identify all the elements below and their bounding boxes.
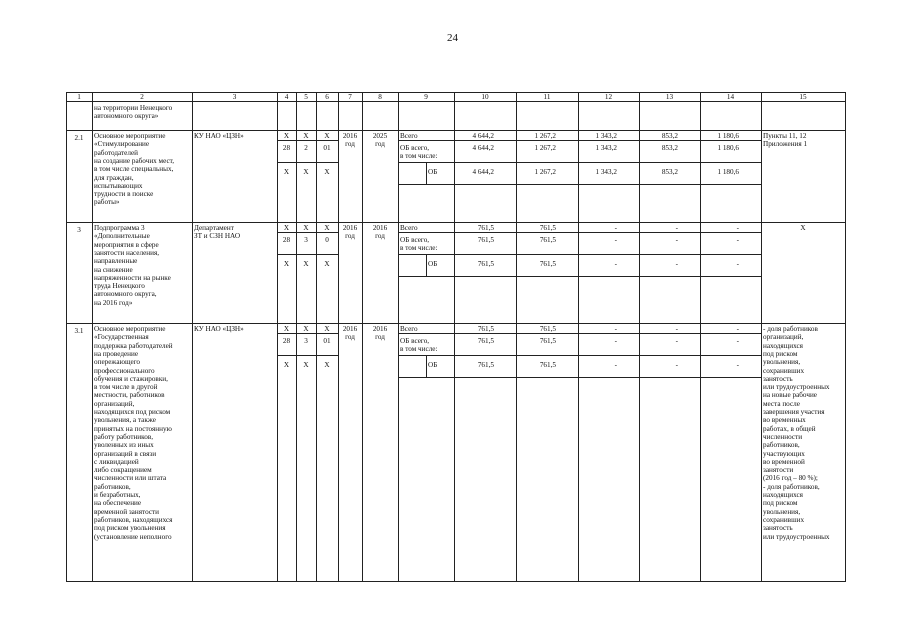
sub-rule (398, 184, 761, 185)
program-name: временной занятости (94, 507, 160, 516)
program-name: работников, находящихся (94, 515, 173, 524)
year-end: 2016 (372, 224, 388, 232)
code-cell: 3 (304, 236, 308, 244)
row-rule (66, 130, 845, 131)
fin-label: ОБ всего, (400, 144, 430, 152)
program-name: мероприятия в сфере (94, 240, 159, 249)
indicator-text: работников, (763, 441, 800, 450)
year-end: 2025 (372, 132, 388, 140)
program-name: профессионального (94, 366, 155, 375)
program-name: уволенных из иных (94, 441, 154, 450)
program-name: испытывающих (94, 181, 143, 190)
program-name: либо сокращением (94, 466, 152, 475)
row-number: 3 (77, 226, 81, 234)
column-rule (192, 92, 193, 582)
code-cell: 2 (304, 144, 308, 152)
executor: КУ НАО «ЦЗН» (194, 132, 244, 140)
column-number: 4 (284, 93, 289, 101)
sub-rule (426, 254, 427, 276)
sub-rule (277, 355, 338, 356)
year-start: 2016 (342, 132, 358, 140)
code-cell: Х (283, 224, 290, 232)
fin-label: Всего (400, 325, 418, 333)
indicator-text: во временных (763, 416, 806, 425)
indicator-text: под риском (763, 499, 798, 508)
value-cell: - (736, 260, 739, 268)
value-cell: 1 343,2 (595, 168, 617, 176)
indicator-text: - доля работников, (763, 482, 820, 491)
year-start: 2016 (342, 224, 358, 232)
value-cell: 1 343,2 (595, 144, 617, 152)
fin-label: ОБ (428, 168, 438, 176)
indicator-text: занятость (763, 524, 793, 533)
program-name: на обеспечение (94, 499, 142, 508)
program-name: «Стимулирование (94, 140, 150, 149)
year-start: год (345, 140, 355, 149)
code-cell: 0 (325, 236, 329, 244)
value-cell: 761,5 (539, 325, 556, 333)
indicator-text: на новые рабочие (763, 391, 817, 400)
value-cell: 761,5 (477, 236, 494, 244)
value-cell: - (736, 337, 739, 345)
code-cell: Х (324, 325, 330, 333)
indicator-text: занятости (763, 466, 794, 475)
program-name: обучения и стажировки, (94, 374, 168, 383)
value-cell: - (675, 361, 678, 369)
value-cell: 4 644,2 (472, 144, 494, 152)
value-cell: 761,5 (539, 224, 556, 232)
value-cell: 4 644,2 (472, 168, 494, 176)
indicator-text: завершения участия (763, 408, 825, 416)
value-cell: - (614, 260, 617, 268)
indicator-text: сохранивших (763, 366, 805, 375)
column-rule (66, 92, 67, 582)
column-rule (398, 92, 399, 582)
fin-label: ОБ всего, (400, 337, 430, 345)
fin-label: Всего (400, 132, 418, 140)
column-number: 15 (799, 93, 807, 101)
code-cell: 28 (282, 236, 291, 244)
code-cell: Х (303, 224, 309, 232)
year-end: 2016 (372, 325, 388, 333)
indicator-text: места после (763, 399, 800, 408)
column-number: 2 (140, 93, 144, 101)
executor: ЗТ и СЗН НАО (194, 232, 241, 241)
sub-rule (398, 162, 761, 163)
program-name: организаций в связи (94, 449, 157, 458)
column-number: 3 (232, 93, 237, 101)
value-cell: 853,2 (661, 132, 678, 140)
program-name: с ликвидацией (94, 457, 139, 466)
value-cell: - (614, 325, 617, 333)
column-number: 8 (378, 93, 382, 101)
program-name: для граждан, (94, 173, 134, 182)
program-name: в том числе в другой (94, 383, 158, 392)
program-name: на снижение (94, 265, 133, 274)
value-cell: 761,5 (539, 337, 556, 345)
value-cell: - (614, 224, 617, 232)
program-name: организаций, (94, 399, 135, 408)
year-end: год (375, 232, 385, 241)
program-name: работу работников, (94, 432, 154, 441)
program-name: (установление неполного (94, 532, 172, 541)
fin-label: в том числе: (400, 152, 438, 160)
indicator-text: находящихся (763, 491, 803, 499)
program-name: автономного округа» (94, 112, 159, 121)
program-name: принятых на постоянную (94, 424, 172, 433)
code-cell: Х (303, 168, 309, 176)
fin-label: в том числе: (400, 345, 438, 353)
indicator-text: - доля работников (763, 325, 818, 333)
fin-label: в том числе: (400, 244, 438, 252)
value-cell: 1 267,2 (534, 168, 556, 176)
code-cell: 3 (304, 337, 308, 345)
column-number: 6 (325, 93, 329, 101)
program-name: напряженности на рынке (94, 273, 171, 282)
bottom-rule (66, 581, 845, 582)
indicator-text: организаций, (763, 333, 804, 342)
program-name: «Государственная (94, 333, 149, 342)
value-cell: 761,5 (477, 260, 494, 268)
indicator-text: Пункты 11, 12 (763, 132, 807, 140)
year-start: год (345, 232, 355, 241)
column-number: 1 (77, 93, 81, 101)
value-cell: - (614, 361, 617, 369)
column-number: 12 (604, 93, 613, 101)
value-cell: - (675, 337, 678, 345)
value-cell: 761,5 (477, 224, 494, 232)
column-number: 14 (726, 93, 735, 101)
column-rule (92, 92, 93, 582)
program-name: «Дополнительные (94, 232, 150, 241)
value-cell: - (736, 325, 739, 333)
program-name: трудности в поиске (94, 190, 154, 199)
program-name: опережающего (94, 358, 141, 367)
indicator-text: или трудоустроенных (763, 383, 830, 392)
column-number: 5 (304, 93, 308, 101)
code-cell: Х (283, 325, 290, 333)
value-cell: 761,5 (477, 325, 494, 333)
value-cell: 1 180,6 (717, 132, 739, 140)
program-name: на 2016 год» (94, 298, 133, 307)
value-cell: - (736, 224, 739, 232)
sub-rule (398, 355, 761, 356)
value-cell: - (736, 236, 739, 244)
program-name: Основное мероприятие (94, 325, 166, 333)
value-cell: - (614, 337, 617, 345)
program-name: Основное мероприятие (94, 132, 166, 140)
program-name: работодателей (94, 148, 138, 157)
row-rule (66, 222, 845, 223)
program-name: на создание рабочих мест, (94, 156, 175, 165)
value-cell: 1 267,2 (534, 144, 556, 152)
code-cell: Х (324, 132, 330, 140)
fin-label: Всего (400, 224, 418, 232)
value-cell: - (675, 236, 678, 244)
program-name: Подпрограмма 3 (94, 224, 145, 232)
value-cell: 761,5 (539, 260, 556, 268)
row-number: 3.1 (74, 327, 84, 335)
code-cell: Х (303, 361, 309, 369)
year-start: год (345, 333, 355, 342)
value-cell: 1 180,6 (717, 168, 739, 176)
value-cell: - (675, 260, 678, 268)
code-cell: Х (324, 260, 330, 268)
code-cell: Х (283, 361, 290, 369)
value-cell: 1 267,2 (534, 132, 556, 140)
program-name: на территории Ненецкого (94, 104, 173, 112)
code-cell: Х (324, 361, 330, 369)
indicator-text: работах, в общей (763, 424, 816, 433)
program-name: работы» (94, 198, 120, 207)
program-name: автономного округа, (94, 290, 157, 299)
code-cell: 01 (323, 144, 331, 152)
value-cell: 4 644,2 (472, 132, 494, 140)
indicator-text: увольнения, (763, 358, 801, 367)
indicator-text: увольнения, (763, 507, 801, 516)
indicator-text: находящихся (763, 341, 803, 350)
code-cell: Х (303, 325, 309, 333)
row-number: 2.1 (74, 134, 84, 142)
code-cell: Х (324, 168, 330, 176)
indicator-text: занятость (763, 374, 793, 383)
year-start: 2016 (342, 325, 358, 333)
value-cell: - (614, 236, 617, 244)
program-name: направленные (94, 257, 138, 266)
indicator-text: Х (800, 224, 806, 232)
indicator-text: во временной (763, 457, 805, 466)
program-name: на проведение (94, 349, 139, 358)
program-name: под риском увольнения (94, 524, 166, 533)
indicator-text: или трудоустроенных (763, 532, 830, 541)
code-cell: Х (283, 260, 290, 268)
sub-rule (277, 254, 338, 255)
program-name: работников, (94, 482, 131, 491)
value-cell: 1 343,2 (595, 132, 617, 140)
column-rule (761, 92, 762, 582)
value-cell: 853,2 (661, 168, 678, 176)
indicator-text: под риском (763, 349, 798, 358)
program-name: местности, работников (94, 391, 165, 400)
value-cell: - (675, 224, 678, 232)
program-name: поддержка работодателей (94, 341, 173, 350)
indicator-text: Приложения 1 (763, 140, 808, 149)
sub-rule (398, 377, 761, 378)
row-rule (66, 323, 845, 324)
sub-rule (398, 254, 761, 255)
indicator-text: численности (763, 432, 803, 441)
code-cell: Х (283, 168, 290, 176)
program-name: и безработных, (94, 491, 141, 499)
code-cell: Х (303, 132, 309, 140)
year-end: год (375, 140, 385, 149)
code-cell: Х (283, 132, 290, 140)
indicator-text: сохранивших (763, 515, 805, 524)
column-number: 7 (348, 93, 352, 101)
value-cell: 853,2 (661, 144, 678, 152)
fin-label: ОБ (428, 361, 438, 369)
code-cell: Х (324, 224, 330, 232)
program-name: труда Ненецкого (94, 282, 145, 291)
indicator-text: (2016 год – 80 %); (763, 474, 818, 483)
value-cell: 761,5 (477, 361, 494, 369)
value-cell: 1 180,6 (717, 144, 739, 152)
column-number: 10 (481, 93, 489, 101)
program-name: численности или штата (94, 474, 167, 483)
code-cell: 28 (282, 337, 291, 345)
code-cell: 01 (323, 337, 331, 345)
program-name: находящихся под риском (94, 408, 171, 416)
sub-rule (426, 355, 427, 377)
value-cell: 761,5 (477, 337, 494, 345)
sub-rule (277, 162, 338, 163)
fin-label: ОБ всего, (400, 236, 430, 244)
indicator-text: участвующих (763, 449, 805, 458)
executor: Департамент (194, 224, 234, 232)
program-name: в том числе специальных, (94, 165, 174, 174)
year-end: год (375, 333, 385, 342)
column-number: 13 (665, 93, 674, 101)
fin-label: ОБ (428, 260, 438, 268)
value-cell: - (675, 325, 678, 333)
code-cell: Х (303, 260, 309, 268)
executor: КУ НАО «ЦЗН» (194, 325, 244, 333)
program-name: увольнения, а также (94, 416, 156, 425)
page-number: 24 (447, 32, 458, 44)
value-cell: 761,5 (539, 361, 556, 369)
column-number: 11 (543, 93, 551, 101)
program-name: занятости населения, (94, 248, 160, 257)
value-cell: 761,5 (539, 236, 556, 244)
sub-rule (398, 276, 761, 277)
code-cell: 28 (282, 144, 291, 152)
sub-rule (426, 162, 427, 184)
value-cell: - (736, 361, 739, 369)
column-number: 9 (424, 93, 428, 101)
